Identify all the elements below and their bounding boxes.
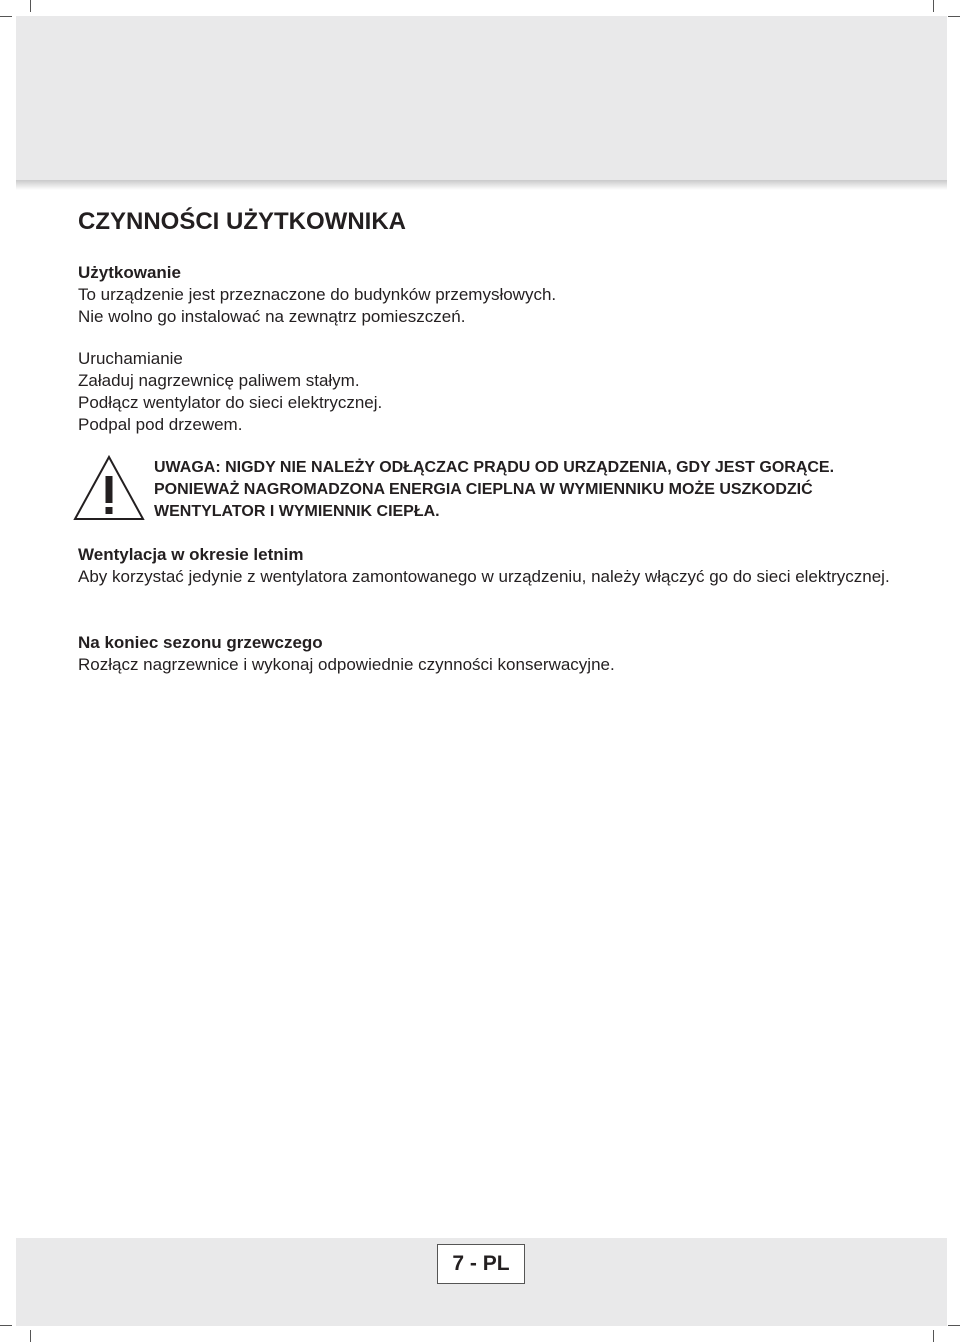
section-heading-usage: Użytkowanie — [78, 263, 181, 282]
crop-mark — [0, 1325, 12, 1326]
startup-line: Podłącz wentylator do sieci elektrycznej. — [78, 393, 383, 412]
usage-line: To urządzenie jest przeznaczone do budynków przemysłowych. — [78, 285, 557, 304]
warning-text: UWAGA: NIGDY NIE NALEŻY ODŁĄCZAC PRĄDU OD URZĄDZENIA, GDY JEST GORĄCE. PONIEWAŻ NAGROMADZONA ENERGIA CIEPLNA W WYMIENNIKU MOŻE USZKODZIĆ WENTYLATOR I WYMIENNIK CIEPŁA. — [154, 459, 835, 520]
usage-line: Nie wolno go instalować na zewnątrz pomieszczeń. — [78, 307, 466, 326]
section-startup — [78, 348, 908, 436]
summer-text: Aby korzystać jedynie z wentylatora zamontowanego w urządzeniu, należy włączyć go do sieci elektrycznej. — [78, 567, 890, 586]
warning-block — [72, 454, 912, 524]
crop-mark — [933, 0, 934, 12]
page-number: 7 - PL — [437, 1244, 525, 1284]
section-heading-summer: Wentylacja w okresie letnim — [78, 545, 304, 564]
startup-line: Podpal pod drzewem. — [78, 415, 243, 434]
crop-mark — [933, 1330, 934, 1342]
section-summer — [78, 544, 908, 588]
crop-mark — [0, 16, 12, 17]
crop-mark — [30, 0, 31, 12]
header-band-shadow — [16, 180, 947, 190]
page-title: CZYNNOŚCI UŻYTKOWNIKA — [78, 208, 406, 235]
section-usage — [78, 262, 908, 328]
crop-mark — [948, 16, 960, 17]
section-heading-startup: Uruchamianie — [78, 349, 183, 368]
season-end-text: Rozłącz nagrzewnice i wykonaj odpowiednie czynności konserwacyjne. — [78, 655, 615, 674]
crop-mark — [30, 1330, 31, 1342]
section-heading-season-end: Na koniec sezonu grzewczego — [78, 633, 323, 652]
startup-line: Załaduj nagrzewnicę paliwem stałym. — [78, 371, 360, 390]
warning-triangle-icon — [72, 454, 146, 522]
header-band — [16, 16, 947, 180]
crop-mark — [948, 1325, 960, 1326]
section-season-end — [78, 632, 908, 676]
